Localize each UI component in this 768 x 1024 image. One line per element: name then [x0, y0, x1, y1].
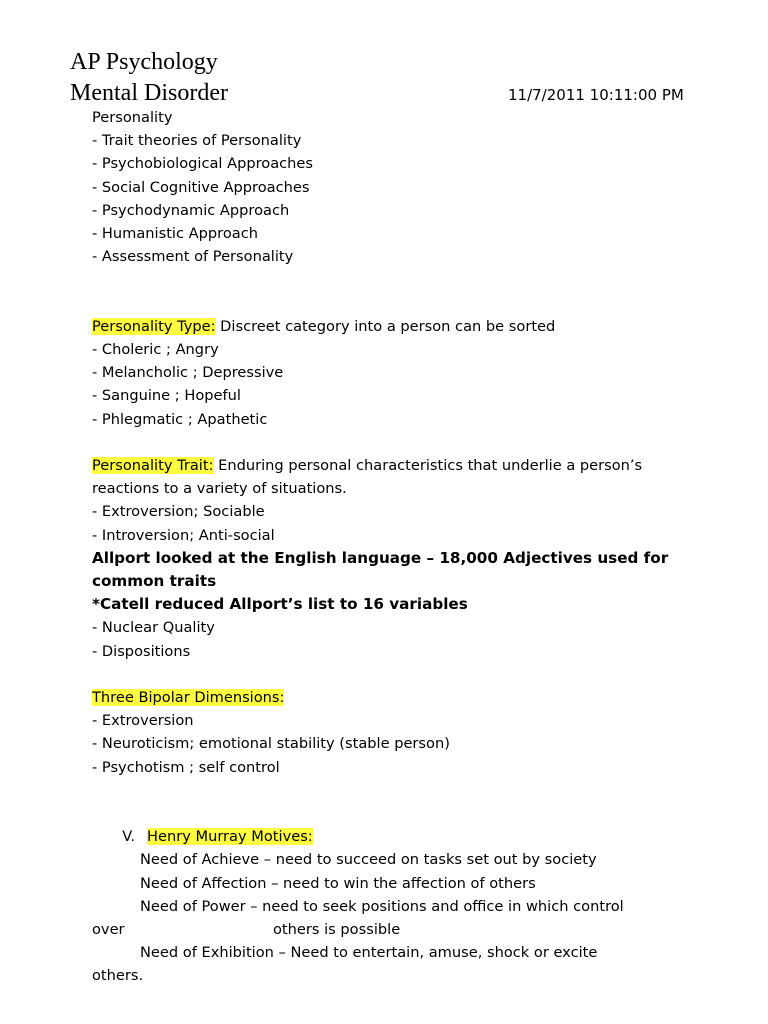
motive-power-over: over — [92, 921, 125, 939]
type-item: - Choleric ; Angry — [92, 341, 219, 359]
intro-item: - Assessment of Personality — [92, 248, 294, 266]
catell-note: *Catell reduced Allport’s list to 16 variables — [92, 595, 468, 614]
trait-item: - Extroversion; Sociable — [92, 503, 265, 521]
intro-item: - Psychobiological Approaches — [92, 155, 314, 173]
type-item: - Phlegmatic ; Apathetic — [92, 410, 268, 428]
personality-trait-definition — [92, 454, 712, 500]
personality-type-definition — [92, 315, 712, 338]
intro-item: - Psychodynamic Approach — [92, 201, 290, 219]
outline-marker: V. — [122, 828, 135, 846]
motive-affection: Need of Affection – need to win the affection of others — [140, 874, 536, 892]
document-body — [92, 106, 712, 988]
murray-heading — [92, 825, 712, 848]
trait-item: - Dispositions — [92, 642, 191, 660]
bipolar-item: - Psychotism ; self control — [92, 758, 280, 776]
murray-label: Henry Murray Motives: — [147, 828, 313, 846]
document-title: AP Psychology — [70, 49, 218, 75]
trait-item: - Nuclear Quality — [92, 619, 215, 637]
personality-trait-text: Enduring personal characteristics that underlie a person’s reactions to a variety of situations. — [92, 457, 643, 498]
motive-power: Need of Power – need to seek positions and office in which control — [140, 897, 624, 915]
type-item: - Melancholic ; Depressive — [92, 364, 284, 382]
bipolar-item: - Extroversion — [92, 712, 194, 730]
motive-achieve: Need of Achieve – need to succeed on tasks set out by society — [140, 851, 597, 869]
personality-type-label: Personality Type: — [92, 317, 216, 335]
timestamp: 11/7/2011 10:11:00 PM — [508, 86, 684, 104]
bipolar-item: - Neuroticism; emotional stability (stable person) — [92, 735, 450, 753]
personality-trait-label: Personality Trait: — [92, 457, 214, 475]
motive-power-cont: others is possible — [273, 921, 401, 939]
intro-item: - Social Cognitive Approaches — [92, 178, 310, 196]
bipolar-heading — [92, 686, 712, 709]
allport-note: Allport looked at the English language – 18,000 Adjectives used for common traits — [92, 548, 669, 591]
intro-item: - Trait theories of Personality — [92, 132, 302, 150]
motive-exhibition-continued: others. — [92, 967, 144, 985]
motive-power-continued — [92, 918, 712, 941]
document-subtitle: Mental Disorder — [70, 80, 228, 106]
intro-item: - Humanistic Approach — [92, 225, 258, 243]
motive-exhibition: Need of Exhibition – Need to entertain, amuse, shock or excite — [140, 944, 598, 962]
personality-type-text: Discreet category into a person can be sorted — [215, 317, 556, 335]
trait-item: - Introversion; Anti-social — [92, 526, 275, 544]
type-item: - Sanguine ; Hopeful — [92, 387, 241, 405]
bipolar-label: Three Bipolar Dimensions: — [92, 689, 285, 707]
intro-heading: Personality — [92, 109, 173, 126]
